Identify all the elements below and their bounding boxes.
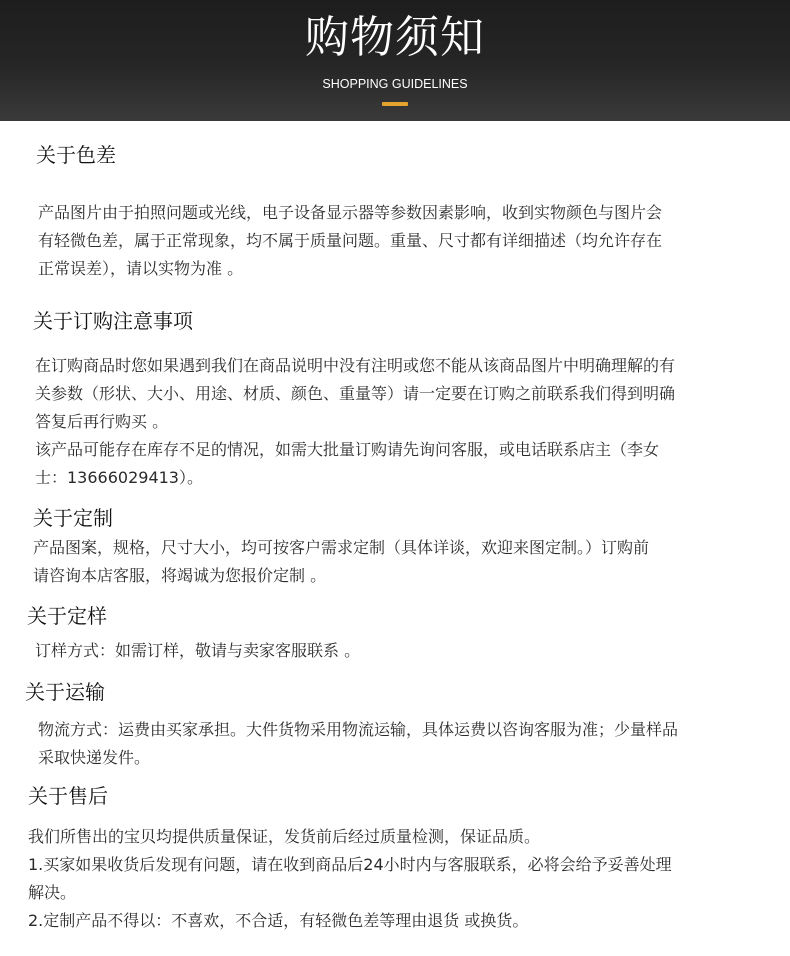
paragraph-line: 该产品可能存在库存不足的情况，如需大批量订购请先询问客服，或电话联系店主（李女 — [35, 440, 660, 459]
paragraph-line: 请咨询本店客服，将竭诚为您报价定制 。 — [33, 566, 327, 585]
paragraph-line: 我们所售出的宝贝均提供质量保证，发货前后经过质量检测，保证品质。 — [28, 827, 541, 846]
section-body-samples — [35, 637, 360, 665]
paragraph-line: 答复后再行购买 。 — [35, 412, 169, 431]
paragraph-line: 在订购商品时您如果遇到我们在商品说明中没有注明或您不能从该商品图片中明确理解的有 — [35, 356, 676, 375]
section-body-customization — [33, 534, 649, 590]
section-body-shipping — [38, 716, 678, 772]
paragraph-line: 解决。 — [28, 883, 77, 902]
section-heading-shipping: 关于运输 — [25, 680, 105, 704]
section-heading-customization: 关于定制 — [33, 506, 113, 530]
paragraph-line: 关参数（形状、大小、用途、材质、颜色、重量等）请一定要在订购之前联系我们得到明确 — [35, 384, 676, 403]
section-body-after-sales — [28, 823, 672, 935]
paragraph-line: 物流方式：运费由买家承担。大件货物采用物流运输，具体运费以咨询客服为准；少量样品 — [38, 720, 679, 739]
paragraph-line: 士：13666029413）。 — [35, 468, 203, 487]
paragraph-line: 产品图案，规格，尺寸大小，均可按客户需求定制（具体详谈，欢迎来图定制。）订购前 — [33, 538, 650, 557]
paragraph-line: 采取快递发件。 — [38, 748, 151, 767]
title-accent-bar — [382, 102, 408, 106]
page-title: 购物须知 — [305, 12, 485, 63]
section-heading-samples: 关于定样 — [27, 604, 107, 628]
section-heading-color-difference: 关于色差 — [36, 143, 116, 167]
section-body-ordering-notes — [35, 352, 675, 492]
header-banner — [0, 0, 790, 121]
paragraph-line: 1.买家如果收货后发现有问题，请在收到商品后24小时内与客服联系，必将会给予妥善处理 — [28, 855, 672, 874]
section-heading-ordering-notes: 关于订购注意事项 — [33, 309, 193, 333]
paragraph-line: 有轻微色差，属于正常现象，均不属于质量问题。重量、尺寸都有详细描述（均允许存在 — [38, 231, 663, 250]
page-subtitle: SHOPPING GUIDELINES — [322, 77, 468, 91]
paragraph-line: 产品图片由于拍照问题或光线，电子设备显示器等参数因素影响，收到实物颜色与图片会 — [38, 203, 663, 222]
section-body-color-difference — [38, 199, 662, 283]
paragraph-line: 2.定制产品不得以：不喜欢，不合适，有轻微色差等理由退货 或换货。 — [28, 911, 529, 930]
paragraph-line: 正常误差），请以实物为准 。 — [38, 259, 244, 278]
section-heading-after-sales: 关于售后 — [28, 784, 108, 808]
paragraph-line: 订样方式：如需订样，敬请与卖家客服联系 。 — [35, 641, 361, 660]
